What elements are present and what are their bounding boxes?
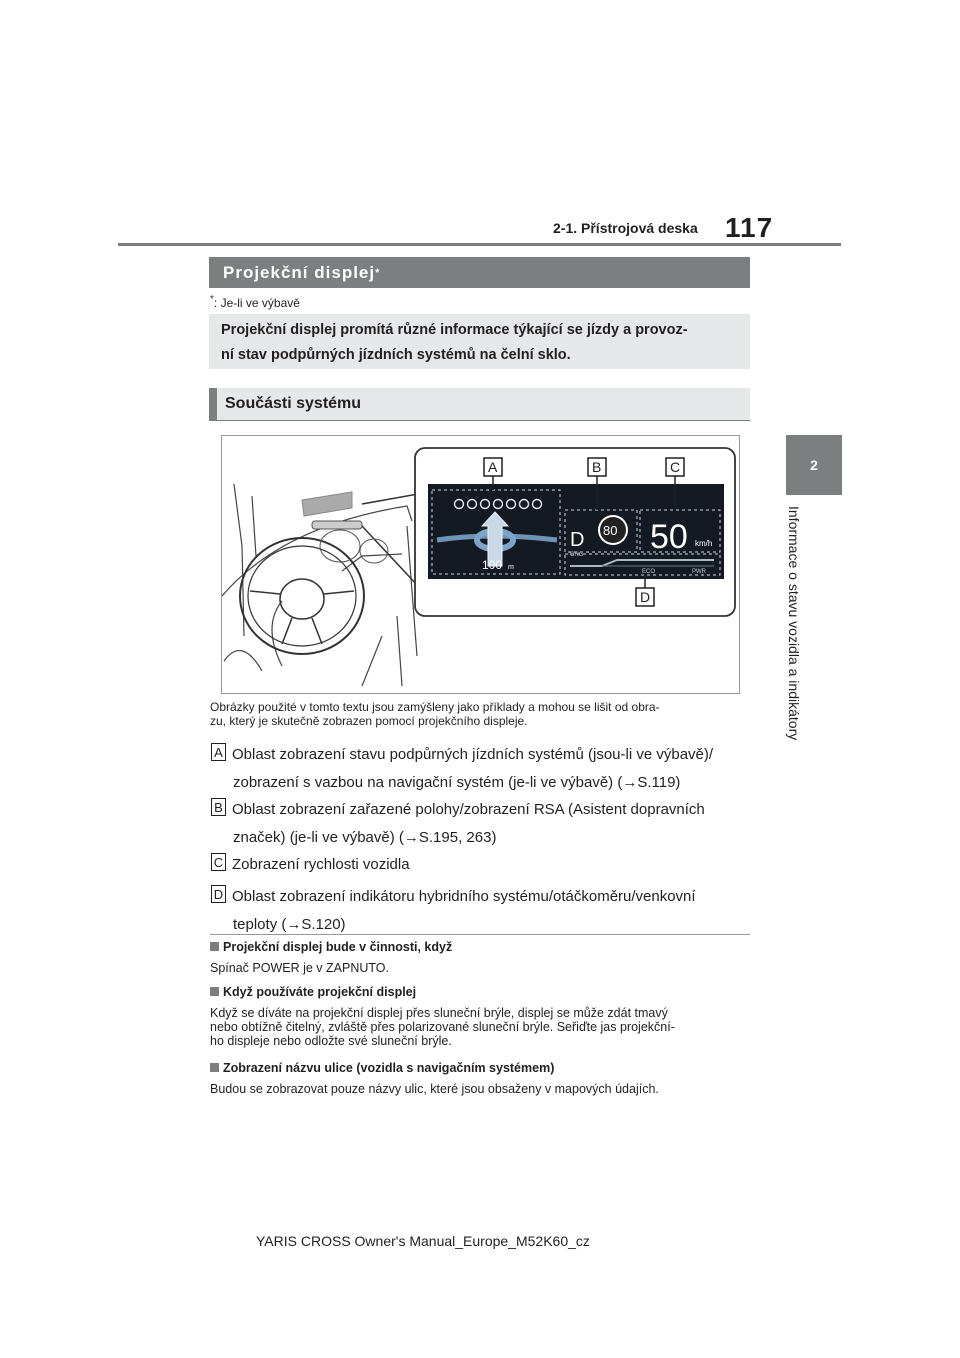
item-a	[211, 741, 761, 797]
figure-label-d: D	[640, 589, 651, 605]
note-square-icon	[210, 942, 219, 951]
hud-speed: 50	[650, 518, 688, 556]
note-text-1	[210, 961, 755, 975]
figure-caption	[210, 700, 755, 728]
note-text-2	[210, 1006, 755, 1048]
caption-line-1: Obrázky použité v tomto textu jsou zamýšleny jako příklady a mohou se lišit od obra-	[210, 700, 660, 714]
item-a-line-1: Oblast zobrazení stavu podpůrných jízdních systémů (jsou-li ve výbavě)/	[232, 746, 714, 763]
note-2-line-3: ho displeje nebo odložte své sluneční brýle.	[210, 1034, 452, 1048]
figure-label-c: C	[670, 459, 681, 475]
note-title-3: Zobrazení názvu ulice (vozidla s navigačním systémem)	[223, 1061, 555, 1075]
item-d-line-1: Oblast zobrazení indikátoru hybridního systému/otáčkoměru/venkovní	[232, 888, 696, 905]
item-label-a: A	[211, 743, 226, 761]
item-label-c: C	[211, 853, 226, 871]
item-c	[211, 851, 761, 879]
page-number: 117	[725, 212, 774, 243]
section-title: 2-1. Přístrojová deska	[553, 220, 698, 236]
chapter-tab-text: Informace o stavu vozidla a indikátory	[786, 506, 802, 741]
heading-mark: *	[375, 266, 381, 279]
chapter-tab-text-wrap	[786, 506, 814, 768]
note-square-icon	[210, 987, 219, 996]
note-heading-1	[210, 940, 452, 954]
note-square-icon	[210, 1063, 219, 1072]
heading-title: Projekční displej	[223, 262, 376, 282]
hud-distance-unit: m	[508, 564, 514, 571]
intro-line-2: ní stav podpůrných jízdních systémů na čelní sklo.	[221, 347, 571, 363]
hud-distance: 100	[482, 558, 503, 572]
figure-label-b: B	[592, 459, 602, 475]
intro-line-1: Projekční displej promítá různé informace týkající se jízdy a provoz-	[221, 322, 688, 338]
hud-pwr: PWR	[692, 569, 706, 575]
note-title-2: Když používáte projekční displej	[223, 985, 417, 999]
figure-label-a: A	[488, 459, 498, 475]
hud-eco: ECO	[642, 569, 656, 575]
note-2-line-1: Když se díváte na projekční displej přes sluneční brýle, displej se může zdát tmavý	[210, 1006, 668, 1020]
hud-chg: CHG	[570, 552, 584, 558]
footnote	[210, 294, 300, 310]
hud-gear: D	[570, 529, 585, 551]
item-b-line-1: Oblast zobrazení zařazené polohy/zobrazení RSA (Asistent dopravních	[232, 801, 705, 818]
item-c-line-1: Zobrazení rychlosti vozidla	[232, 856, 410, 873]
footnote-mark: *	[210, 294, 214, 305]
heading-bar	[209, 257, 750, 288]
page-footer: YARIS CROSS Owner's Manual_Europe_M52K60_cz	[256, 1233, 590, 1249]
chapter-tab-number: 2	[786, 435, 842, 495]
item-b	[211, 796, 761, 852]
hud-illustration	[222, 436, 739, 693]
hud-speed-unit: km/h	[695, 539, 713, 548]
item-a-line-2: zobrazení s vazbou na navigační systém (je-li ve výbavě) (→S.119)	[233, 774, 681, 791]
note-3-line-1: Budou se zobrazovat pouze názvy ulic, které jsou obsaženy v mapových údajích.	[210, 1082, 659, 1096]
note-1-line-1: Spínač POWER je v ZAPNUTO.	[210, 961, 389, 975]
header-rule	[118, 243, 841, 246]
note-title-1: Projekční displej bude v činnosti, když	[223, 940, 453, 954]
note-text-3	[210, 1082, 755, 1096]
subheading: Součásti systému	[209, 388, 750, 420]
caption-line-2: zu, který je skutečně zobrazen pomocí projekčního displeje.	[210, 714, 528, 728]
notes-separator	[210, 934, 750, 935]
item-label-b: B	[211, 798, 226, 816]
hud-figure	[221, 435, 740, 694]
note-heading-2	[210, 985, 416, 999]
note-heading-3	[210, 1061, 554, 1075]
item-d-line-2: teploty (→S.120)	[233, 916, 346, 933]
footnote-text: : Je-li ve výbavě	[213, 296, 300, 310]
item-b-line-2: značek) (je-li ve výbavě) (→S.195, 263)	[233, 829, 497, 846]
item-label-d: D	[211, 885, 226, 903]
item-d	[211, 883, 761, 939]
subheading-rule	[209, 420, 750, 421]
intro-box	[209, 314, 750, 369]
hud-sign-speed: 80	[603, 523, 618, 538]
note-2-line-2: nebo obtížně čitelný, zvláště přes polarizované sluneční brýle. Seřiďte jas projekční-	[210, 1020, 675, 1034]
